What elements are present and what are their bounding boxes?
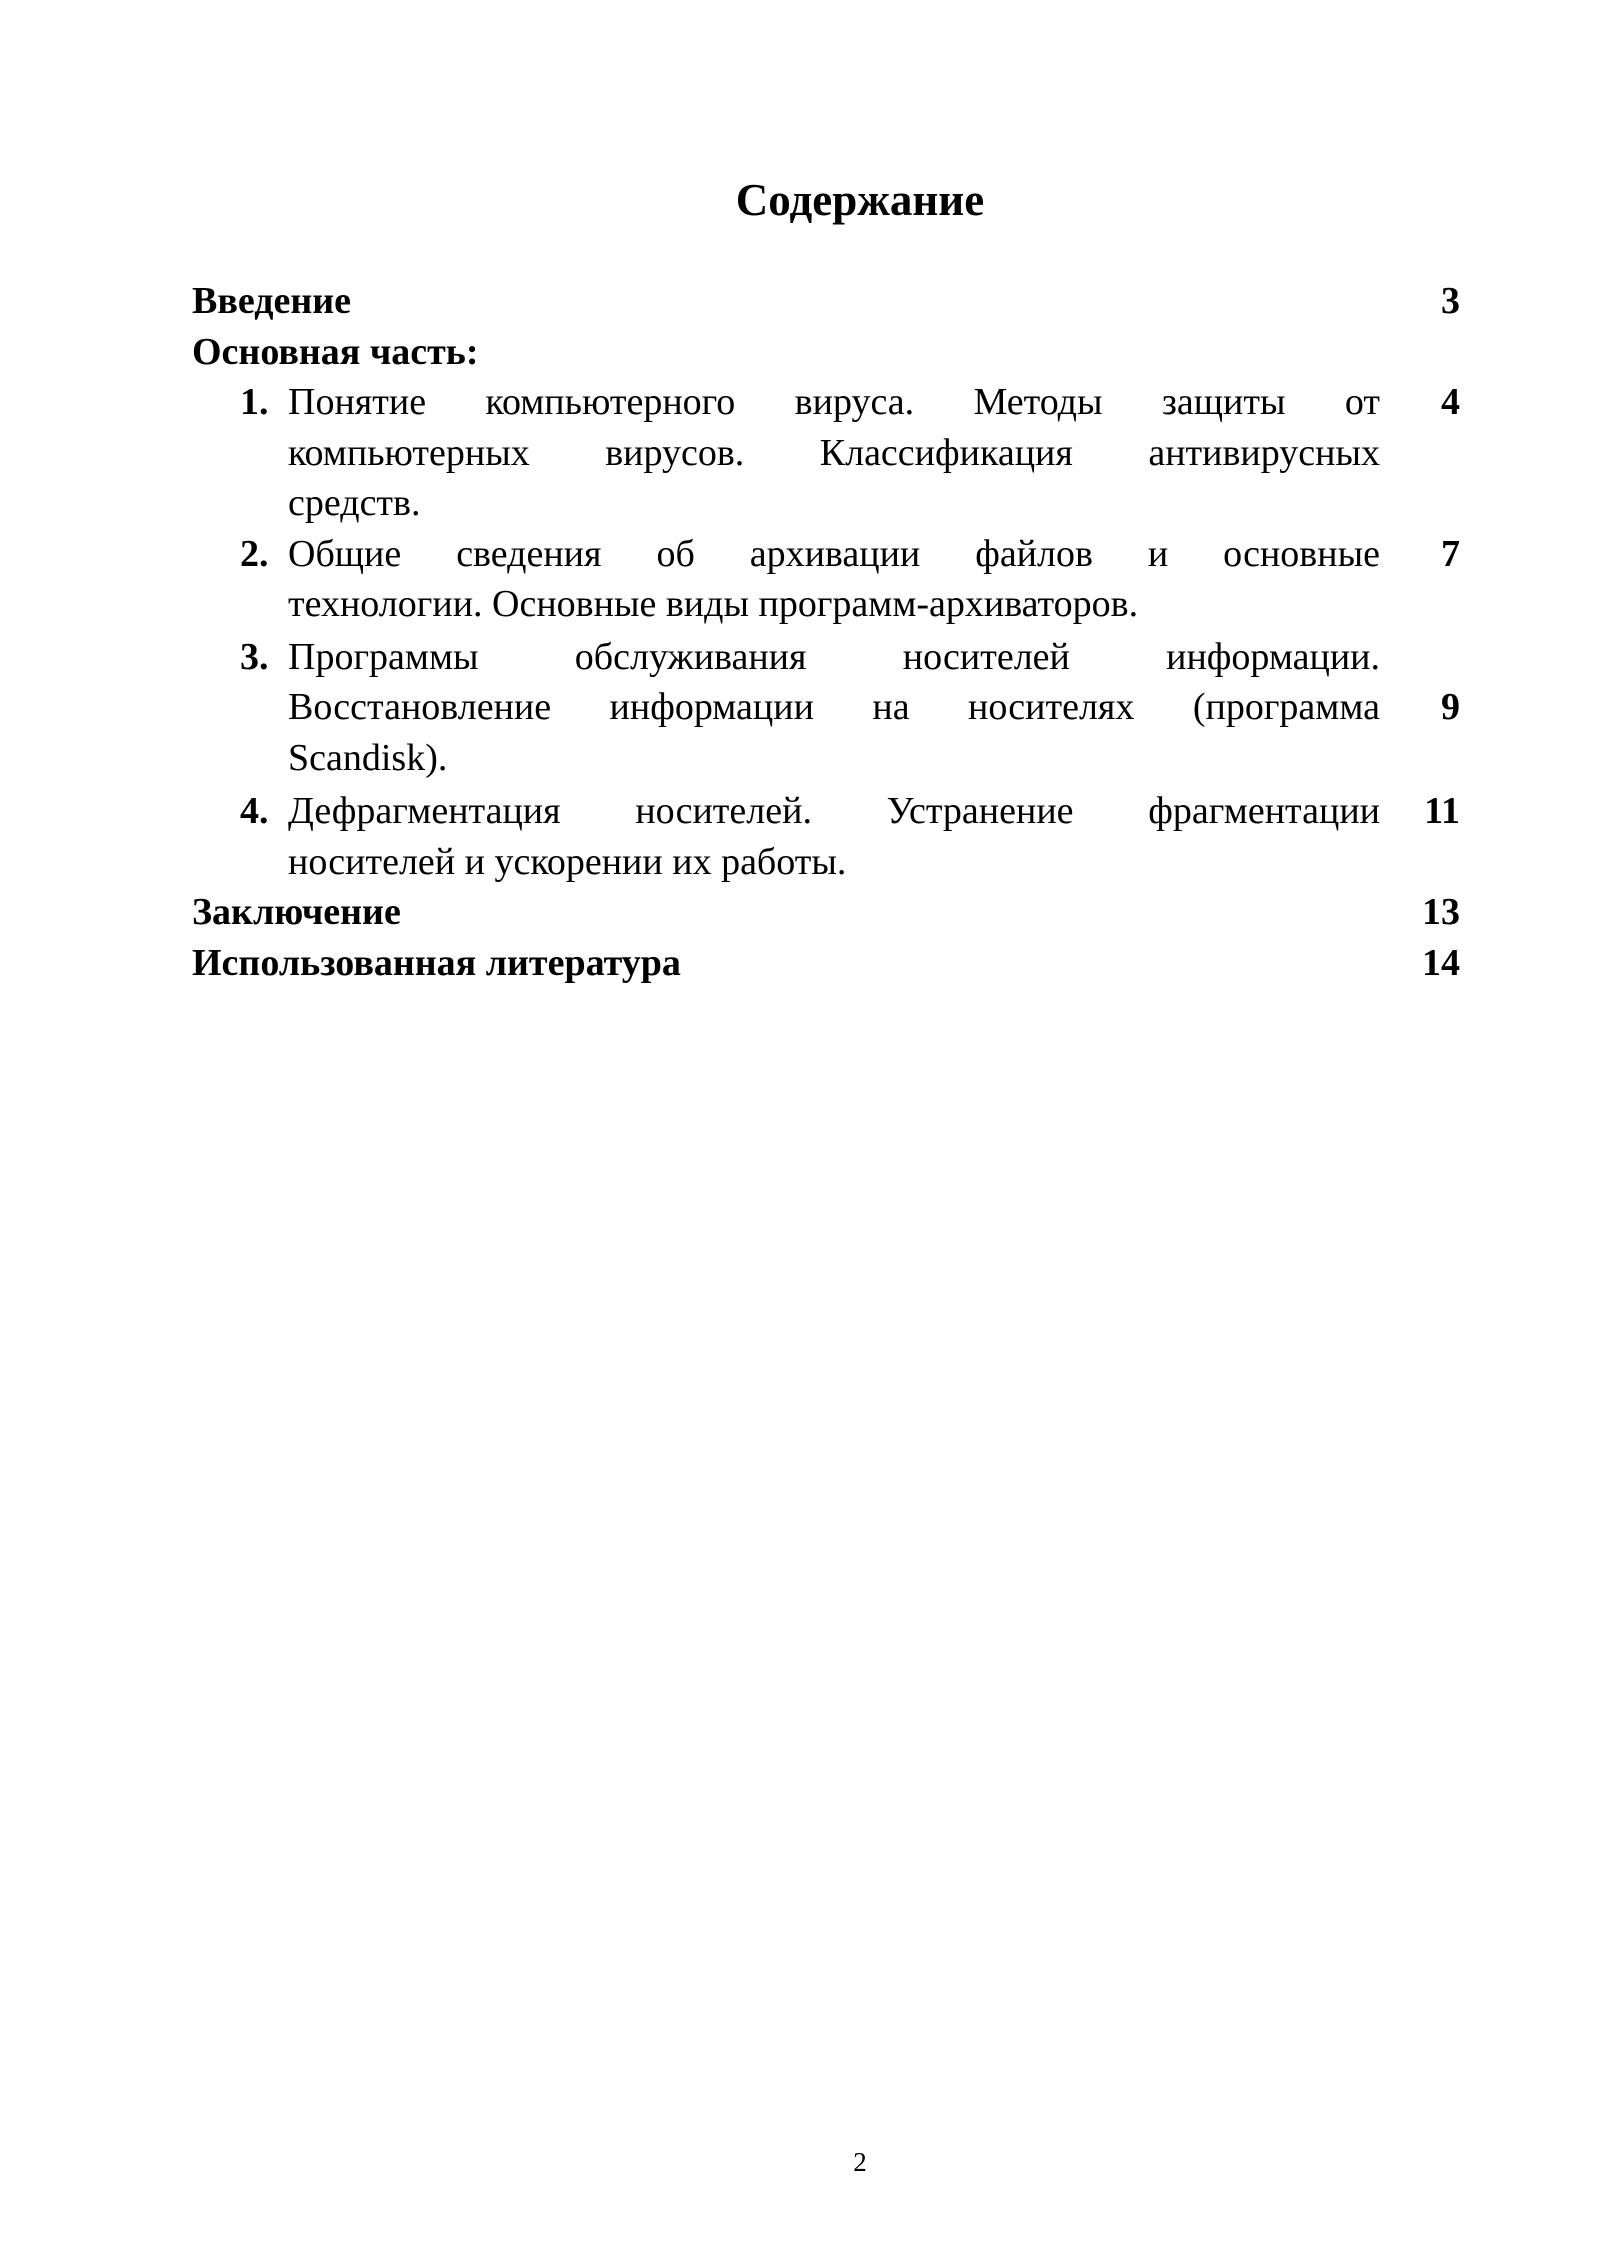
toc-page-number: 11 (1424, 790, 1460, 832)
toc-item-1[interactable] (192, 377, 1460, 529)
toc-item-line: Общие сведения об архивации файлов и основные (288, 532, 1380, 575)
toc-item-4[interactable] (192, 786, 1460, 887)
footer-page-number: 2 (853, 2147, 867, 2177)
toc-entry-intro[interactable] (192, 276, 1460, 327)
toc-item-line: Scandisk). (288, 736, 448, 779)
toc-item-number: 3. (240, 635, 269, 678)
page-title: Содержание (735, 175, 985, 225)
toc-item-line: Дефрагментация носителей. Устранение фрагментации (288, 790, 1380, 832)
toc-item-text (288, 786, 1380, 887)
toc-section-main-part (192, 327, 1460, 378)
toc-item-line: Понятие компьютерного вируса. Методы защиты от (288, 381, 1380, 423)
table-of-contents (192, 276, 1460, 988)
toc-item-text (288, 529, 1380, 630)
toc-item-number: 2. (240, 532, 269, 575)
toc-item-number: 4. (240, 790, 269, 832)
toc-item-text (288, 632, 1380, 784)
toc-entry-label: Использованная литература (192, 941, 681, 984)
toc-item-line: носителей и ускорении их работы. (288, 840, 847, 883)
toc-section-label: Основная часть: (192, 330, 479, 373)
toc-page-number: 7 (1441, 532, 1460, 575)
toc-item-number: 1. (240, 381, 269, 423)
toc-item-2[interactable] (192, 529, 1460, 630)
toc-item-3[interactable] (192, 632, 1460, 784)
toc-page-number: 9 (1441, 685, 1460, 728)
toc-item-line: Программы обслуживания носителей информации. (288, 635, 1380, 678)
toc-item-line: технологии. Основные виды программ-архиваторов. (288, 583, 1139, 625)
toc-entry-literature[interactable] (192, 938, 1460, 989)
toc-page-number: 14 (1422, 941, 1460, 984)
toc-entry-label: Введение (192, 280, 351, 322)
toc-item-text (288, 377, 1380, 529)
toc-page-number: 13 (1422, 891, 1460, 933)
toc-entry-label: Заключение (192, 891, 401, 933)
toc-item-line: Восстановление информации на носителях (программа (288, 686, 1380, 728)
toc-item-line: средств. (288, 482, 421, 524)
toc-entry-conclusion[interactable] (192, 887, 1460, 938)
toc-page-number: 3 (1441, 280, 1460, 322)
toc-item-line: компьютерных вирусов. Классификация антивирусных (288, 431, 1380, 474)
toc-page-number: 4 (1441, 381, 1460, 423)
